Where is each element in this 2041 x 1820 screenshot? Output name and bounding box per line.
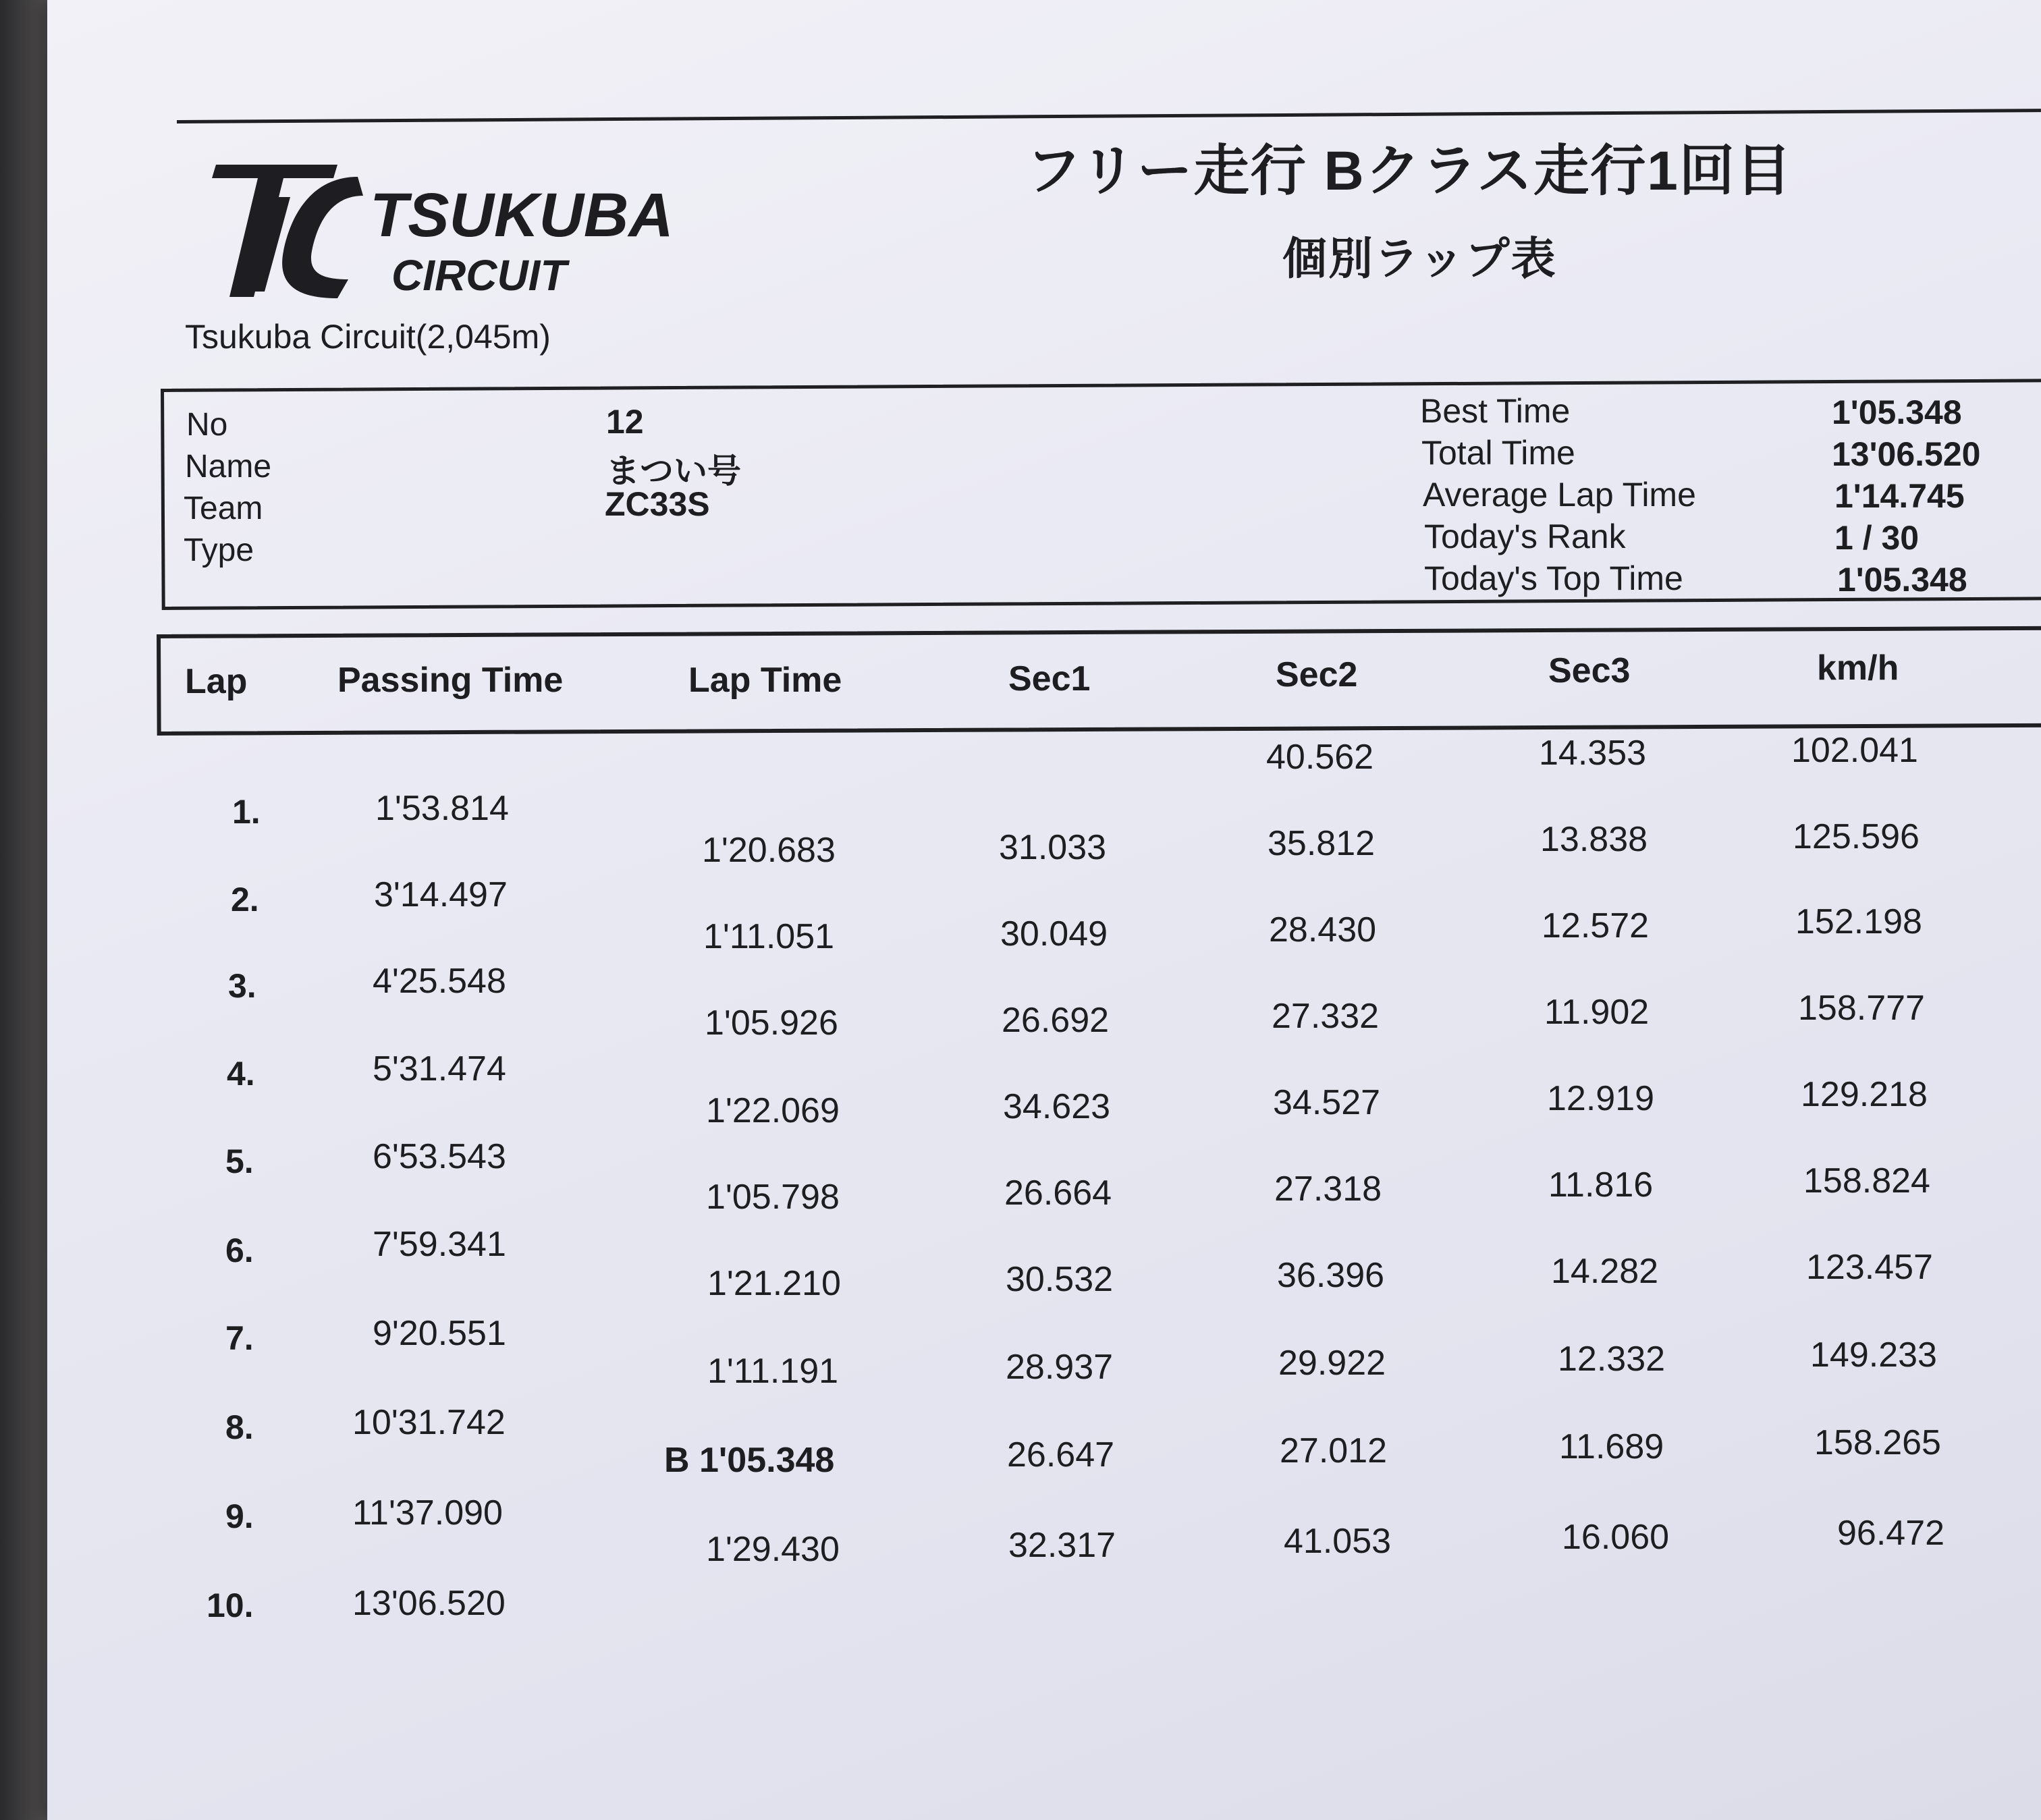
logo-text-top: TSUKUBA xyxy=(370,181,674,250)
sec2-cell: 28.430 xyxy=(1269,910,1377,949)
kmh-cell: 129.218 xyxy=(1801,1075,1928,1114)
kmh-cell: 158.777 xyxy=(1798,989,1925,1028)
column-header-lap: Lap xyxy=(185,662,248,701)
column-header-passing-time: Passing Time xyxy=(337,661,564,700)
sec3-cell: 11.902 xyxy=(1544,993,1650,1032)
name-value: まつい号 xyxy=(606,452,741,490)
passing-time: 13'06.520 xyxy=(352,1584,506,1623)
no-label: No xyxy=(186,407,228,443)
lap-time-cell: 1'11.191 xyxy=(707,1352,839,1391)
sec1-cell: 26.692 xyxy=(1002,1001,1110,1040)
sec3-cell: 11.689 xyxy=(1559,1427,1664,1466)
average-lap-time-value: 1'14.745 xyxy=(1834,477,1965,515)
lap-number: 10. xyxy=(207,1587,254,1624)
column-header-lap-time: Lap Time xyxy=(688,661,842,700)
todays-top-time-value: 1'05.348 xyxy=(1837,561,1967,599)
sec2-cell: 40.562 xyxy=(1266,738,1374,777)
best-time-value: 1'05.348 xyxy=(1832,393,1962,431)
sec2-cell: 27.012 xyxy=(1280,1431,1388,1470)
column-header-kmh: km/h xyxy=(1817,649,1899,688)
sec3-cell: 12.572 xyxy=(1542,906,1650,945)
sec1-cell: 30.049 xyxy=(1000,914,1108,954)
sec2-cell: 27.318 xyxy=(1274,1169,1382,1209)
name-label: Name xyxy=(185,449,272,485)
sec2-cell: 27.332 xyxy=(1272,997,1380,1036)
sec2-cell: 36.396 xyxy=(1277,1256,1385,1295)
sec3-cell: 11.816 xyxy=(1548,1165,1654,1205)
logo-text-bottom: CIRCUIT xyxy=(391,251,567,300)
column-header-sec3: Sec3 xyxy=(1548,651,1631,690)
todays-top-time-label: Today's Top Time xyxy=(1424,559,1683,597)
page-subtitle: 個別ラップ表 xyxy=(1282,233,1557,283)
lap-number: 5. xyxy=(225,1142,254,1180)
sec3-cell: 14.282 xyxy=(1551,1252,1659,1291)
lap-number: 7. xyxy=(225,1319,254,1357)
passing-time: 7'59.341 xyxy=(373,1225,506,1264)
lap-number: 8. xyxy=(225,1408,254,1446)
lap-number: 1. xyxy=(232,793,261,831)
driver-info-box xyxy=(161,379,2041,610)
lap-number: 6. xyxy=(225,1232,254,1269)
type-label: Type xyxy=(184,532,254,568)
lap-time-cell: 1'05.926 xyxy=(705,1003,838,1043)
passing-time: 5'31.474 xyxy=(373,1049,506,1088)
sec1-cell: 28.937 xyxy=(1006,1348,1114,1387)
page-title: フリー走行 Bクラス走行1回目 xyxy=(1026,140,1793,202)
passing-time: 3'14.497 xyxy=(374,875,508,914)
column-header-sec1: Sec1 xyxy=(1008,659,1091,698)
kmh-cell: 96.472 xyxy=(1837,1514,1945,1553)
sec2-cell: 35.812 xyxy=(1268,824,1376,863)
total-time-label: Total Time xyxy=(1421,434,1575,472)
kmh-cell: 152.198 xyxy=(1795,902,1922,941)
todays-rank-label: Today's Rank xyxy=(1424,518,1626,555)
sec1-cell: 31.033 xyxy=(999,828,1107,867)
kmh-cell: 158.265 xyxy=(1814,1423,1941,1462)
lap-time-cell: 1'22.069 xyxy=(706,1091,840,1130)
lap-number: 4. xyxy=(227,1055,255,1093)
no-value: 12 xyxy=(606,403,644,441)
passing-time: 11'37.090 xyxy=(352,1493,503,1533)
team-value: ZC33S xyxy=(605,485,710,523)
sec3-cell: 12.919 xyxy=(1547,1079,1655,1118)
total-time-value: 13'06.520 xyxy=(1832,435,1981,473)
todays-rank-value: 1 / 30 xyxy=(1834,519,1920,557)
kmh-cell: 149.233 xyxy=(1810,1335,1937,1375)
best-lap-time-cell: B 1'05.348 xyxy=(664,1441,835,1480)
kmh-cell: 158.824 xyxy=(1803,1161,1930,1201)
passing-time: 4'25.548 xyxy=(373,962,506,1001)
lap-time-cell: 1'20.683 xyxy=(702,831,836,870)
sec3-cell: 16.060 xyxy=(1562,1518,1670,1557)
kmh-cell: 102.041 xyxy=(1791,731,1918,770)
tsukuba-circuit-logo xyxy=(189,157,783,305)
lap-time-cell: 1'05.798 xyxy=(706,1178,840,1217)
lap-number: 2. xyxy=(231,881,259,918)
best-time-label: Best Time xyxy=(1420,392,1571,430)
sec1-cell: 26.647 xyxy=(1007,1435,1115,1474)
sec3-cell: 14.353 xyxy=(1539,734,1647,773)
average-lap-time-label: Average Lap Time xyxy=(1423,476,1696,514)
sec1-cell: 34.623 xyxy=(1003,1087,1111,1126)
passing-time: 1'53.814 xyxy=(375,789,509,828)
sec2-cell: 41.053 xyxy=(1284,1522,1392,1561)
kmh-cell: 123.457 xyxy=(1806,1248,1933,1287)
team-label: Team xyxy=(184,491,263,526)
sec2-cell: 34.527 xyxy=(1273,1083,1381,1122)
lap-time-cell: 1'21.210 xyxy=(707,1264,841,1303)
sec1-cell: 26.664 xyxy=(1004,1174,1112,1213)
sec1-cell: 30.532 xyxy=(1006,1260,1114,1299)
sec1-cell: 32.317 xyxy=(1008,1526,1116,1565)
circuit-caption: Tsukuba Circuit(2,045m) xyxy=(185,318,551,356)
sec3-cell: 12.332 xyxy=(1558,1340,1666,1379)
kmh-cell: 125.596 xyxy=(1793,817,1920,856)
lap-number: 9. xyxy=(225,1497,254,1535)
passing-time: 9'20.551 xyxy=(373,1314,506,1353)
passing-time: 10'31.742 xyxy=(352,1403,506,1442)
lap-time-cell: 1'11.051 xyxy=(703,917,835,956)
lap-time-cell: 1'29.430 xyxy=(706,1530,840,1569)
passing-time: 6'53.543 xyxy=(373,1137,506,1176)
sec3-cell: 13.838 xyxy=(1540,820,1648,859)
lap-number: 3. xyxy=(228,967,256,1005)
sec2-cell: 29.922 xyxy=(1278,1344,1386,1383)
column-header-sec2: Sec2 xyxy=(1276,655,1358,694)
